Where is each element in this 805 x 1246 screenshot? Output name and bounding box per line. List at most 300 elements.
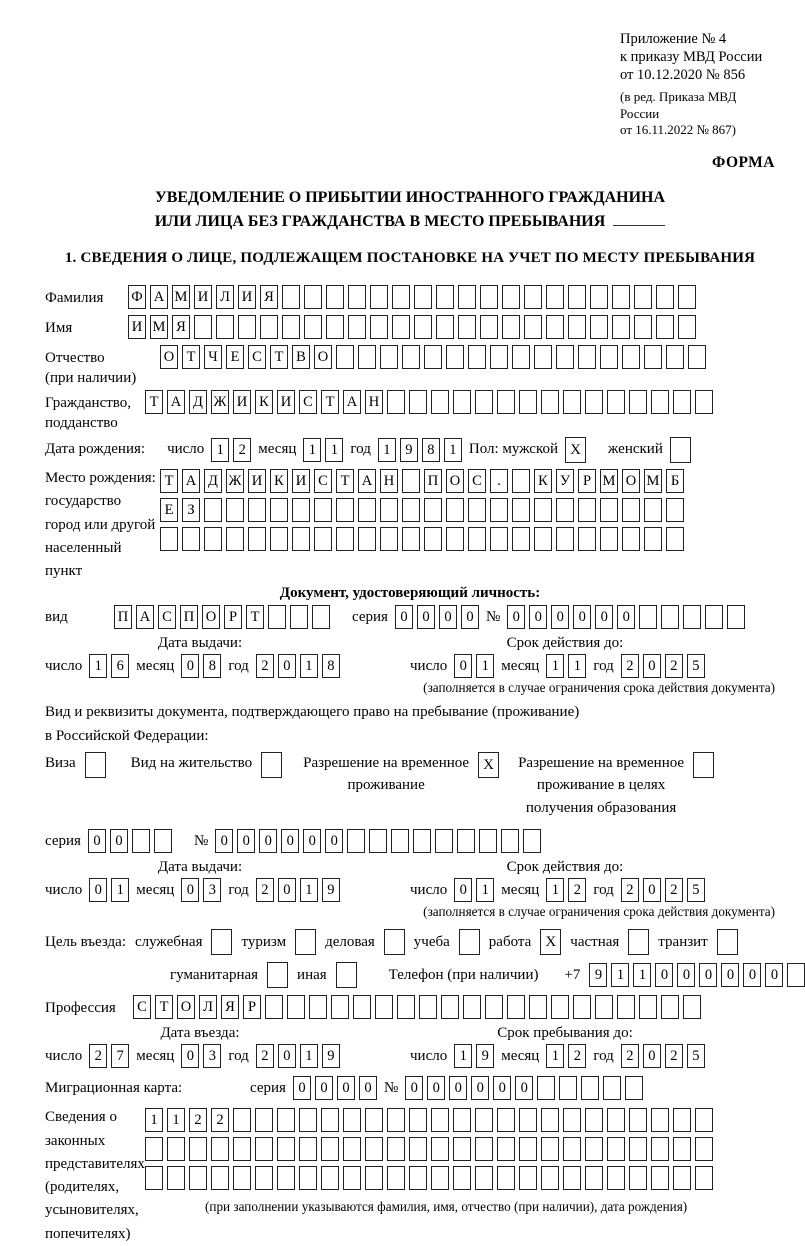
char-cell[interactable]: Н (365, 390, 383, 414)
char-cell[interactable]: Н (380, 469, 398, 493)
char-cell[interactable] (458, 315, 476, 339)
char-cell[interactable]: М (150, 315, 168, 339)
char-cell[interactable] (568, 285, 586, 309)
char-cell[interactable] (534, 527, 552, 551)
char-cell[interactable]: М (172, 285, 190, 309)
char-cell[interactable]: Д (204, 469, 222, 493)
char-cell[interactable]: 0 (427, 1076, 445, 1100)
char-cell[interactable]: 0 (278, 1044, 296, 1068)
char-cell[interactable]: 1 (167, 1108, 185, 1132)
char-cell[interactable]: 2 (256, 1044, 274, 1068)
char-cell[interactable] (145, 1137, 163, 1161)
char-cell[interactable] (656, 315, 674, 339)
char-cell[interactable]: Т (160, 469, 178, 493)
char-cell[interactable]: 5 (687, 878, 705, 902)
char-cell[interactable] (578, 527, 596, 551)
char-cell[interactable] (189, 1137, 207, 1161)
char-cell[interactable]: 1 (546, 654, 564, 678)
char-cell[interactable] (132, 829, 150, 853)
char-cell[interactable] (497, 1108, 515, 1132)
char-cell[interactable] (211, 1166, 229, 1190)
char-cell[interactable]: П (180, 605, 198, 629)
char-cell[interactable] (490, 498, 508, 522)
char-cell[interactable] (475, 1166, 493, 1190)
char-cell[interactable] (189, 1166, 207, 1190)
char-cell[interactable] (299, 1108, 317, 1132)
char-cell[interactable]: Ж (226, 469, 244, 493)
char-cell[interactable] (497, 1166, 515, 1190)
visa-checkbox[interactable] (85, 752, 106, 778)
char-cell[interactable] (585, 1166, 603, 1190)
char-cell[interactable]: 1 (211, 438, 229, 462)
char-cell[interactable] (600, 527, 618, 551)
char-cell[interactable] (336, 527, 354, 551)
char-cell[interactable] (282, 315, 300, 339)
char-cell[interactable] (424, 345, 442, 369)
char-cell[interactable]: 0 (743, 963, 761, 987)
char-cell[interactable]: С (248, 345, 266, 369)
char-cell[interactable] (537, 1076, 555, 1100)
char-cell[interactable]: Т (182, 345, 200, 369)
char-cell[interactable] (453, 1108, 471, 1132)
char-cell[interactable] (507, 995, 525, 1019)
char-cell[interactable] (479, 829, 497, 853)
char-cell[interactable] (678, 315, 696, 339)
char-cell[interactable] (695, 1166, 713, 1190)
char-cell[interactable] (490, 527, 508, 551)
char-cell[interactable]: 1 (546, 878, 564, 902)
char-cell[interactable]: Р (578, 469, 596, 493)
purpose-work-checkbox[interactable]: X (540, 929, 561, 955)
char-cell[interactable]: 0 (278, 878, 296, 902)
char-cell[interactable]: 5 (687, 654, 705, 678)
char-cell[interactable] (490, 345, 508, 369)
char-cell[interactable]: Ж (211, 390, 229, 414)
char-cell[interactable]: 9 (322, 878, 340, 902)
char-cell[interactable]: Т (246, 605, 264, 629)
char-cell[interactable] (204, 498, 222, 522)
char-cell[interactable] (622, 498, 640, 522)
char-cell[interactable] (409, 1108, 427, 1132)
char-cell[interactable]: 0 (181, 654, 199, 678)
char-cell[interactable] (603, 1076, 621, 1100)
char-cell[interactable] (629, 390, 647, 414)
char-cell[interactable]: 2 (189, 1108, 207, 1132)
char-cell[interactable] (353, 995, 371, 1019)
char-cell[interactable] (612, 285, 630, 309)
char-cell[interactable] (661, 605, 679, 629)
char-cell[interactable]: 1 (300, 1044, 318, 1068)
char-cell[interactable]: 0 (471, 1076, 489, 1100)
char-cell[interactable] (365, 1137, 383, 1161)
char-cell[interactable] (666, 527, 684, 551)
char-cell[interactable]: А (343, 390, 361, 414)
char-cell[interactable] (365, 1108, 383, 1132)
char-cell[interactable]: 2 (621, 878, 639, 902)
char-cell[interactable]: 1 (476, 878, 494, 902)
char-cell[interactable] (568, 315, 586, 339)
char-cell[interactable] (468, 345, 486, 369)
char-cell[interactable] (634, 315, 652, 339)
char-cell[interactable] (414, 315, 432, 339)
char-cell[interactable] (629, 1108, 647, 1132)
char-cell[interactable]: 0 (303, 829, 321, 853)
char-cell[interactable] (441, 995, 459, 1019)
char-cell[interactable] (651, 1166, 669, 1190)
char-cell[interactable]: И (194, 285, 212, 309)
char-cell[interactable]: 2 (665, 878, 683, 902)
purpose-business-checkbox[interactable] (384, 929, 405, 955)
char-cell[interactable]: Р (224, 605, 242, 629)
char-cell[interactable] (321, 1166, 339, 1190)
char-cell[interactable]: Р (243, 995, 261, 1019)
char-cell[interactable] (387, 1108, 405, 1132)
char-cell[interactable]: 9 (589, 963, 607, 987)
char-cell[interactable]: 0 (293, 1076, 311, 1100)
char-cell[interactable] (546, 315, 564, 339)
char-cell[interactable]: 7 (111, 1044, 129, 1068)
char-cell[interactable]: О (160, 345, 178, 369)
char-cell[interactable] (290, 605, 308, 629)
char-cell[interactable]: Д (189, 390, 207, 414)
char-cell[interactable] (314, 527, 332, 551)
residence-checkbox[interactable] (261, 752, 282, 778)
char-cell[interactable]: 0 (595, 605, 613, 629)
char-cell[interactable] (563, 1137, 581, 1161)
char-cell[interactable]: З (182, 498, 200, 522)
purpose-humanitarian-checkbox[interactable] (267, 962, 288, 988)
char-cell[interactable]: 2 (89, 1044, 107, 1068)
char-cell[interactable] (651, 390, 669, 414)
char-cell[interactable]: 2 (211, 1108, 229, 1132)
char-cell[interactable] (369, 829, 387, 853)
char-cell[interactable] (160, 527, 178, 551)
char-cell[interactable] (634, 285, 652, 309)
char-cell[interactable] (497, 1137, 515, 1161)
char-cell[interactable] (226, 498, 244, 522)
char-cell[interactable]: 0 (215, 829, 233, 853)
char-cell[interactable]: 0 (529, 605, 547, 629)
char-cell[interactable] (265, 995, 283, 1019)
char-cell[interactable]: 0 (449, 1076, 467, 1100)
char-cell[interactable] (370, 285, 388, 309)
char-cell[interactable]: 0 (454, 878, 472, 902)
char-cell[interactable] (607, 1108, 625, 1132)
char-cell[interactable] (519, 1137, 537, 1161)
char-cell[interactable] (651, 1108, 669, 1132)
char-cell[interactable]: 3 (203, 1044, 221, 1068)
char-cell[interactable] (194, 315, 212, 339)
char-cell[interactable] (309, 995, 327, 1019)
char-cell[interactable] (463, 995, 481, 1019)
char-cell[interactable] (358, 345, 376, 369)
char-cell[interactable]: Ф (128, 285, 146, 309)
char-cell[interactable]: К (534, 469, 552, 493)
char-cell[interactable] (501, 829, 519, 853)
char-cell[interactable] (277, 1108, 295, 1132)
char-cell[interactable] (431, 1108, 449, 1132)
char-cell[interactable] (607, 1166, 625, 1190)
char-cell[interactable] (277, 1137, 295, 1161)
char-cell[interactable]: 1 (476, 654, 494, 678)
char-cell[interactable]: 8 (322, 654, 340, 678)
char-cell[interactable] (233, 1108, 251, 1132)
char-cell[interactable] (551, 995, 569, 1019)
char-cell[interactable] (409, 1166, 427, 1190)
char-cell[interactable] (453, 1137, 471, 1161)
char-cell[interactable]: 9 (322, 1044, 340, 1068)
char-cell[interactable]: 0 (259, 829, 277, 853)
char-cell[interactable]: 0 (281, 829, 299, 853)
char-cell[interactable] (424, 498, 442, 522)
char-cell[interactable]: Т (321, 390, 339, 414)
char-cell[interactable]: 1 (546, 1044, 564, 1068)
char-cell[interactable] (639, 605, 657, 629)
char-cell[interactable]: И (233, 390, 251, 414)
char-cell[interactable] (248, 498, 266, 522)
char-cell[interactable] (392, 315, 410, 339)
char-cell[interactable] (431, 390, 449, 414)
purpose-study-checkbox[interactable] (459, 929, 480, 955)
char-cell[interactable]: С (158, 605, 176, 629)
char-cell[interactable] (590, 285, 608, 309)
char-cell[interactable] (622, 527, 640, 551)
char-cell[interactable]: 2 (256, 654, 274, 678)
char-cell[interactable] (673, 1166, 691, 1190)
char-cell[interactable]: О (622, 469, 640, 493)
char-cell[interactable]: С (133, 995, 151, 1019)
char-cell[interactable] (167, 1166, 185, 1190)
char-cell[interactable] (326, 285, 344, 309)
char-cell[interactable]: 1 (303, 438, 321, 462)
char-cell[interactable] (563, 390, 581, 414)
char-cell[interactable] (387, 390, 405, 414)
char-cell[interactable]: 9 (476, 1044, 494, 1068)
char-cell[interactable] (585, 390, 603, 414)
char-cell[interactable] (673, 1137, 691, 1161)
char-cell[interactable]: 0 (493, 1076, 511, 1100)
char-cell[interactable] (154, 829, 172, 853)
char-cell[interactable] (458, 285, 476, 309)
char-cell[interactable] (600, 345, 618, 369)
char-cell[interactable] (695, 1108, 713, 1132)
char-cell[interactable]: 0 (643, 1044, 661, 1068)
char-cell[interactable] (304, 315, 322, 339)
char-cell[interactable] (695, 1137, 713, 1161)
char-cell[interactable] (387, 1137, 405, 1161)
char-cell[interactable] (556, 498, 574, 522)
char-cell[interactable]: 2 (233, 438, 251, 462)
char-cell[interactable]: 0 (439, 605, 457, 629)
char-cell[interactable]: 0 (181, 1044, 199, 1068)
char-cell[interactable] (375, 995, 393, 1019)
char-cell[interactable] (331, 995, 349, 1019)
char-cell[interactable] (502, 315, 520, 339)
char-cell[interactable]: А (136, 605, 154, 629)
rvp-checkbox[interactable]: X (478, 752, 499, 778)
char-cell[interactable] (255, 1137, 273, 1161)
char-cell[interactable]: 0 (699, 963, 717, 987)
char-cell[interactable]: 0 (395, 605, 413, 629)
char-cell[interactable]: 2 (665, 654, 683, 678)
char-cell[interactable]: П (114, 605, 132, 629)
char-cell[interactable]: 8 (203, 654, 221, 678)
char-cell[interactable]: 1 (325, 438, 343, 462)
char-cell[interactable]: У (556, 469, 574, 493)
sex-male-checkbox[interactable]: X (565, 437, 586, 463)
char-cell[interactable] (556, 527, 574, 551)
char-cell[interactable] (573, 995, 591, 1019)
char-cell[interactable] (380, 498, 398, 522)
char-cell[interactable] (277, 1166, 295, 1190)
char-cell[interactable] (475, 1137, 493, 1161)
char-cell[interactable] (402, 527, 420, 551)
char-cell[interactable] (656, 285, 674, 309)
char-cell[interactable]: Т (145, 390, 163, 414)
char-cell[interactable]: 2 (621, 654, 639, 678)
char-cell[interactable] (282, 285, 300, 309)
char-cell[interactable] (666, 345, 684, 369)
char-cell[interactable]: 0 (721, 963, 739, 987)
char-cell[interactable]: 1 (111, 878, 129, 902)
char-cell[interactable]: 0 (461, 605, 479, 629)
char-cell[interactable] (145, 1166, 163, 1190)
char-cell[interactable]: С (468, 469, 486, 493)
char-cell[interactable]: 1 (444, 438, 462, 462)
char-cell[interactable] (612, 315, 630, 339)
char-cell[interactable] (683, 995, 701, 1019)
char-cell[interactable] (292, 527, 310, 551)
char-cell[interactable]: Я (221, 995, 239, 1019)
char-cell[interactable] (512, 469, 530, 493)
char-cell[interactable]: 2 (256, 878, 274, 902)
char-cell[interactable]: 9 (400, 438, 418, 462)
char-cell[interactable] (299, 1137, 317, 1161)
char-cell[interactable] (678, 285, 696, 309)
char-cell[interactable] (287, 995, 305, 1019)
char-cell[interactable] (578, 498, 596, 522)
char-cell[interactable] (431, 1137, 449, 1161)
char-cell[interactable] (409, 390, 427, 414)
char-cell[interactable] (644, 345, 662, 369)
char-cell[interactable] (666, 498, 684, 522)
char-cell[interactable]: 0 (507, 605, 525, 629)
char-cell[interactable]: Я (172, 315, 190, 339)
char-cell[interactable] (358, 498, 376, 522)
char-cell[interactable] (661, 995, 679, 1019)
char-cell[interactable] (312, 605, 330, 629)
char-cell[interactable]: 3 (203, 878, 221, 902)
char-cell[interactable] (625, 1076, 643, 1100)
char-cell[interactable] (485, 995, 503, 1019)
char-cell[interactable] (512, 345, 530, 369)
char-cell[interactable]: 8 (422, 438, 440, 462)
char-cell[interactable] (270, 527, 288, 551)
char-cell[interactable] (446, 345, 464, 369)
char-cell[interactable]: 0 (643, 654, 661, 678)
char-cell[interactable]: А (167, 390, 185, 414)
char-cell[interactable] (348, 285, 366, 309)
char-cell[interactable] (453, 390, 471, 414)
char-cell[interactable] (607, 390, 625, 414)
char-cell[interactable]: 5 (687, 1044, 705, 1068)
char-cell[interactable]: 0 (181, 878, 199, 902)
rvp-edu-checkbox[interactable] (693, 752, 714, 778)
char-cell[interactable] (578, 345, 596, 369)
char-cell[interactable] (292, 498, 310, 522)
char-cell[interactable]: 0 (315, 1076, 333, 1100)
char-cell[interactable]: 0 (454, 654, 472, 678)
char-cell[interactable]: 1 (454, 1044, 472, 1068)
char-cell[interactable] (397, 995, 415, 1019)
char-cell[interactable] (387, 1166, 405, 1190)
char-cell[interactable]: А (182, 469, 200, 493)
char-cell[interactable] (563, 1108, 581, 1132)
char-cell[interactable] (502, 285, 520, 309)
char-cell[interactable] (204, 527, 222, 551)
char-cell[interactable]: Л (216, 285, 234, 309)
char-cell[interactable]: О (202, 605, 220, 629)
char-cell[interactable]: М (600, 469, 618, 493)
char-cell[interactable] (546, 285, 564, 309)
char-cell[interactable] (436, 285, 454, 309)
char-cell[interactable] (497, 390, 515, 414)
char-cell[interactable] (541, 1108, 559, 1132)
char-cell[interactable]: 1 (633, 963, 651, 987)
purpose-transit-checkbox[interactable] (717, 929, 738, 955)
char-cell[interactable]: 1 (378, 438, 396, 462)
char-cell[interactable] (348, 315, 366, 339)
char-cell[interactable] (255, 1108, 273, 1132)
purpose-official-checkbox[interactable] (211, 929, 232, 955)
char-cell[interactable]: 0 (643, 878, 661, 902)
char-cell[interactable]: Т (155, 995, 173, 1019)
char-cell[interactable]: К (270, 469, 288, 493)
char-cell[interactable]: 6 (111, 654, 129, 678)
char-cell[interactable]: 0 (110, 829, 128, 853)
char-cell[interactable] (453, 1166, 471, 1190)
char-cell[interactable] (435, 829, 453, 853)
char-cell[interactable] (787, 963, 805, 987)
char-cell[interactable] (695, 390, 713, 414)
char-cell[interactable] (446, 498, 464, 522)
char-cell[interactable] (402, 345, 420, 369)
char-cell[interactable] (600, 498, 618, 522)
char-cell[interactable]: 0 (88, 829, 106, 853)
char-cell[interactable] (216, 315, 234, 339)
char-cell[interactable] (413, 829, 431, 853)
char-cell[interactable]: Я (260, 285, 278, 309)
char-cell[interactable] (347, 829, 365, 853)
char-cell[interactable] (343, 1166, 361, 1190)
char-cell[interactable] (321, 1137, 339, 1161)
char-cell[interactable]: 0 (765, 963, 783, 987)
char-cell[interactable] (534, 498, 552, 522)
char-cell[interactable]: О (177, 995, 195, 1019)
char-cell[interactable] (343, 1137, 361, 1161)
char-cell[interactable]: И (248, 469, 266, 493)
char-cell[interactable]: 0 (573, 605, 591, 629)
char-cell[interactable] (480, 315, 498, 339)
char-cell[interactable]: И (238, 285, 256, 309)
char-cell[interactable] (402, 498, 420, 522)
char-cell[interactable] (622, 345, 640, 369)
char-cell[interactable] (559, 1076, 577, 1100)
char-cell[interactable]: П (424, 469, 442, 493)
char-cell[interactable]: . (490, 469, 508, 493)
char-cell[interactable] (391, 829, 409, 853)
char-cell[interactable]: С (299, 390, 317, 414)
